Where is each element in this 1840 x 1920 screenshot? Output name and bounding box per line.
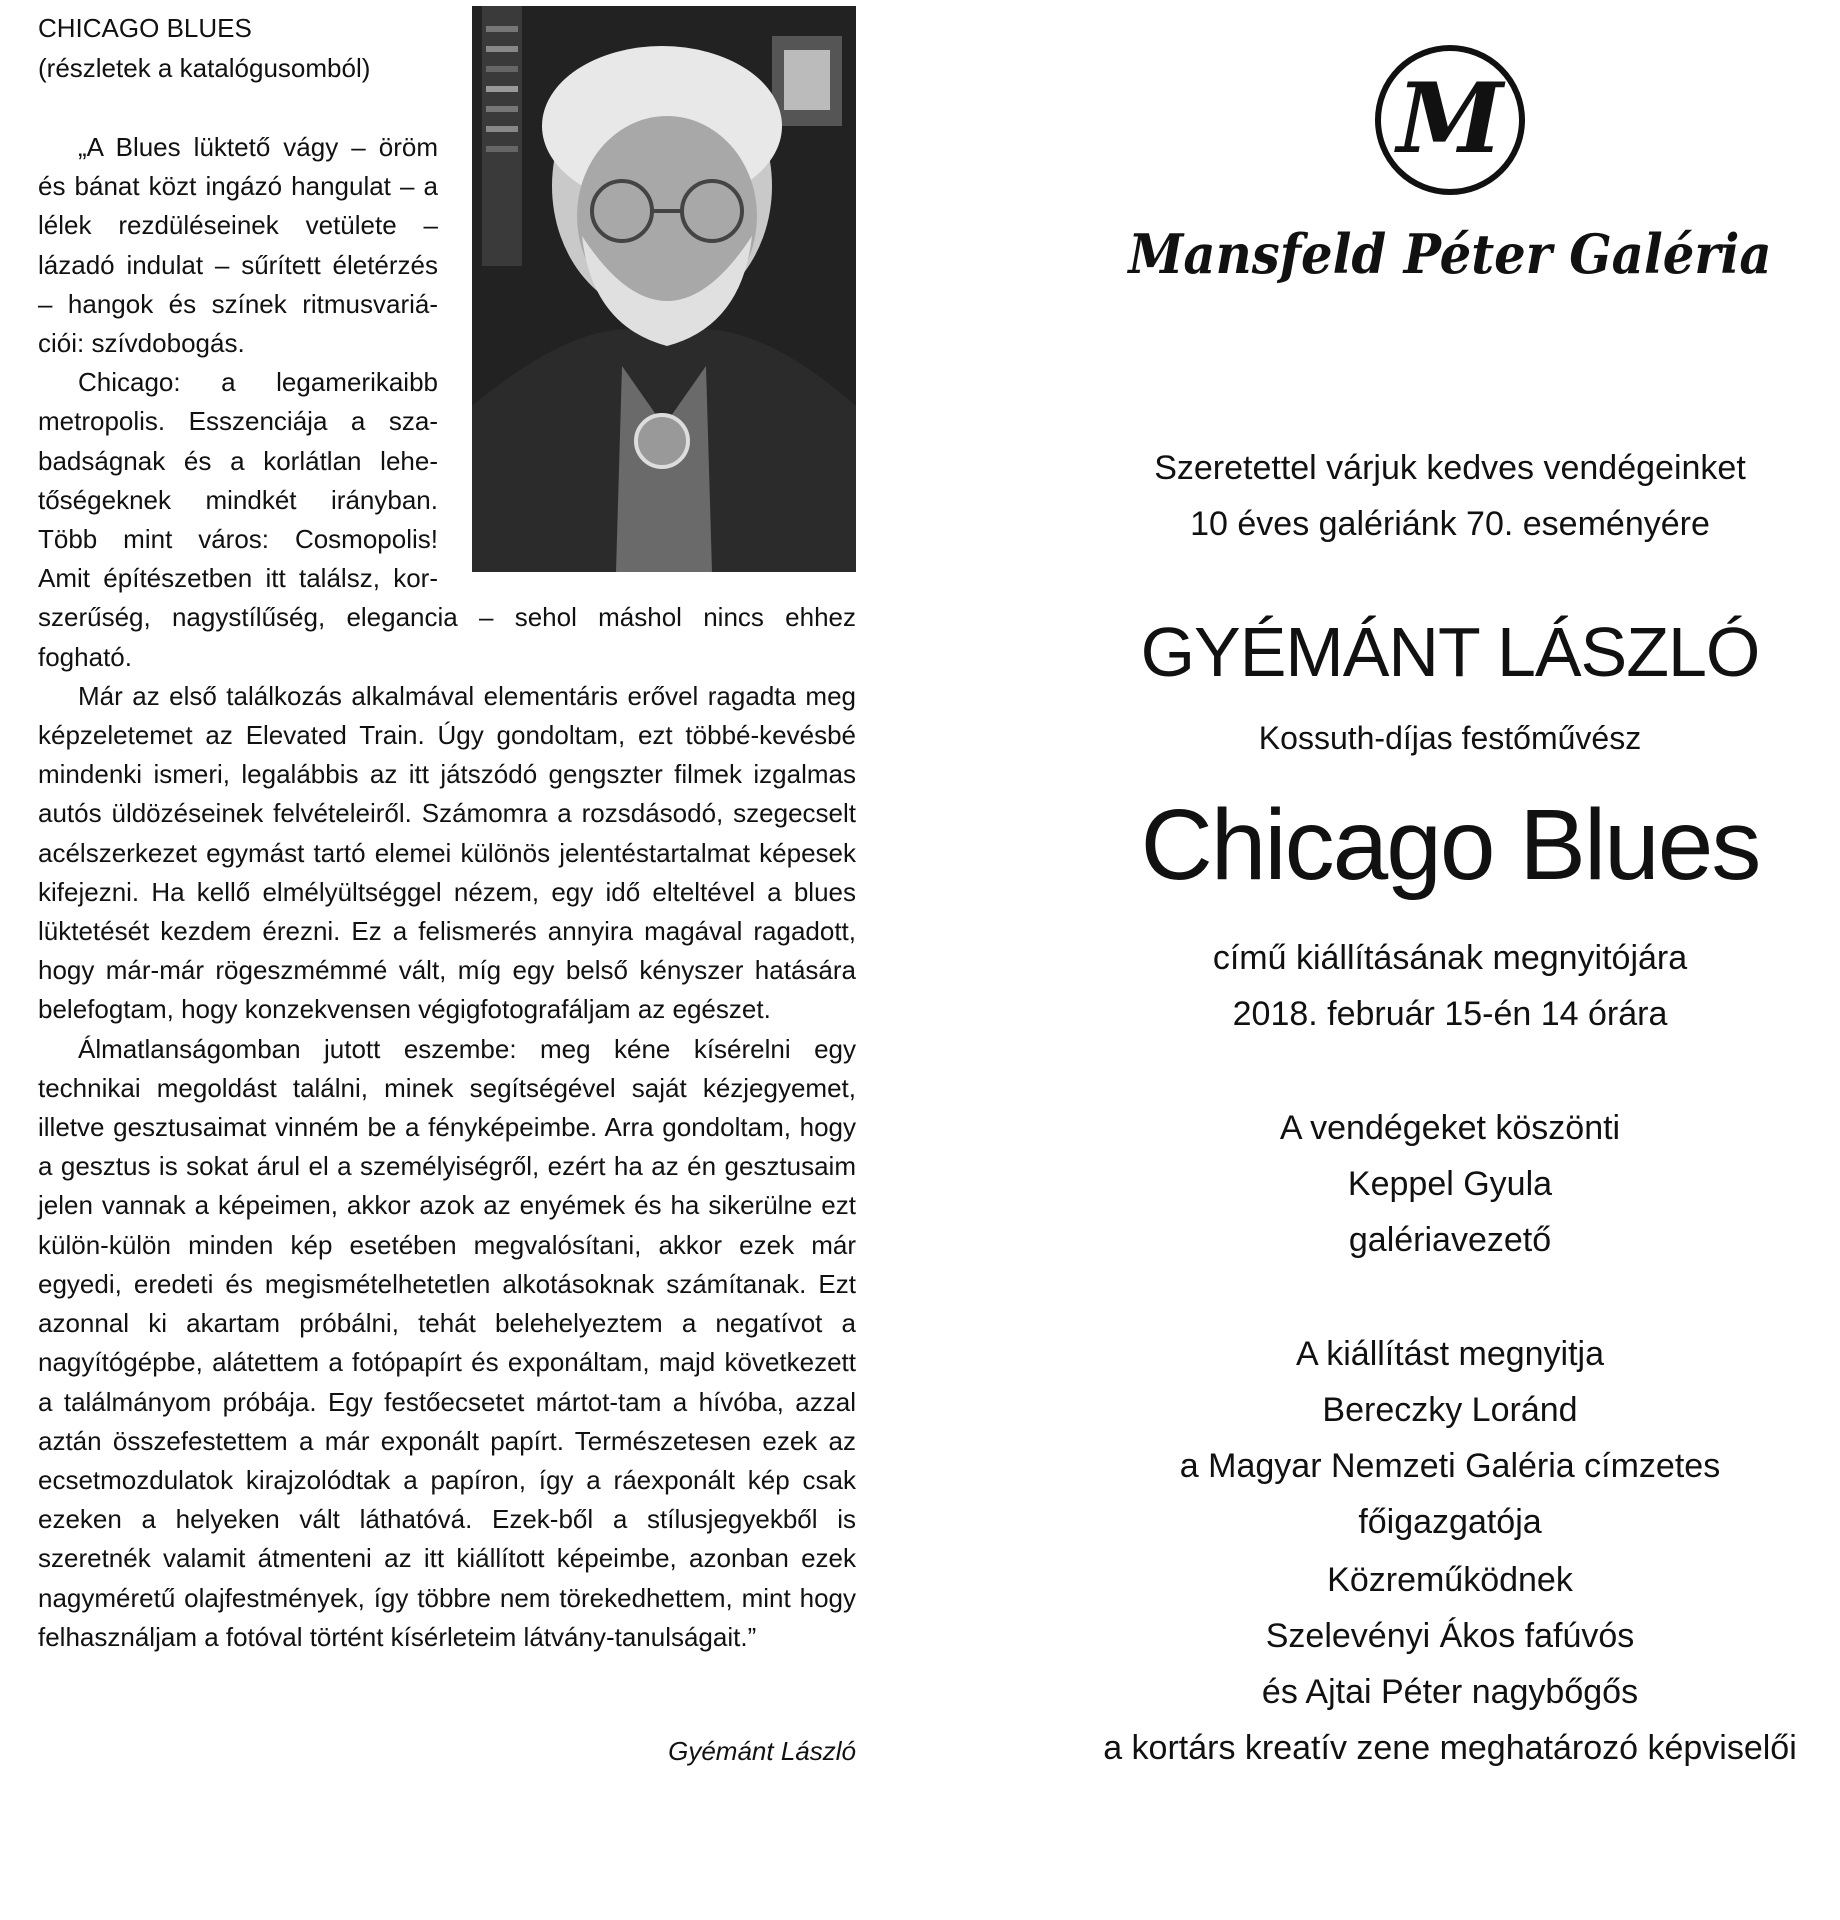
- invite-line: 10 éves galériánk 70. eseményére: [1190, 505, 1710, 543]
- gallery-name: Mansfeld Péter Galéria: [1128, 222, 1772, 286]
- invite-text: [1100, 440, 1800, 552]
- artist-award: Kossuth-díjas festőművész: [1258, 720, 1642, 756]
- excerpt-subtitle: (részletek a katalógusomból): [38, 53, 371, 83]
- monogram-letter: M: [1396, 62, 1504, 175]
- portrait-spacer: [438, 128, 856, 576]
- greeting-line: A vendégeket köszönti: [1279, 1109, 1621, 1147]
- opener-line: A kiállítást megnyitja: [1295, 1335, 1605, 1373]
- artist-last-name: LÁSZLÓ: [1496, 613, 1760, 691]
- greeting-role: galériavezető: [1348, 1221, 1552, 1259]
- paragraph: Chicago: a legamerikaibb metropolis. Esszenciája a sza-badságnak és a korlátlan lehe-tőségeknek mindkét irányban. Több mint város: Cosmopolis! Amit építészetben itt találsz, kor-szerűség, nagystílűség, elegancia – sehol máshol nincs ehhez fogható.: [38, 367, 856, 672]
- opening-date: 2018. február 15-én 14 órára: [1232, 995, 1668, 1033]
- invitation-column: [1100, 0, 1800, 1920]
- opening-line: című kiállításának megnyitójára: [1212, 939, 1688, 977]
- excerpt-header: [38, 8, 370, 88]
- paragraph: „A Blues lüktető vágy – öröm és bánat közt ingázó hangulat – a lélek rezdüléseinek vetülete – lázadó indulat – sűrített életérzés – hangok és színek ritmusvariá-ciói: szívdobogás.: [38, 132, 438, 359]
- artist-first-name: GYÉMÁNT: [1140, 613, 1479, 691]
- excerpt-title: CHICAGO BLUES: [38, 13, 252, 43]
- performers-description: a kortárs kreatív zene meghatározó képviselői: [1103, 1729, 1797, 1767]
- exhibition-title: Chicago Blues: [1140, 789, 1760, 901]
- performers-line: Közreműködnek: [1327, 1561, 1573, 1599]
- gallery-logo: [1100, 40, 1800, 200]
- opener-role: a Magyar Nemzeti Galéria címzetes főigazgatója: [1179, 1447, 1721, 1541]
- paragraph: Már az első találkozás alkalmával elementáris erővel ragadta meg képzeletemet az Elevated Train. Úgy gondoltam, ezt többé-kevésbé mindenki ismeri, legalábbis az itt játszódó gengszter filmek izgalmas autós üldözéseinek felvételeiről. Számomra a rozsdásodó, szegecselt acélszerkezet egymást tartó elemei különös jelentéstartalmat képesek kifejezni. Ha kellő elmélyültséggel nézem, egy idő elteltével a blues lüktetését kezdem érezni. Ez a felismerés annyira magával ragadott, hogy már-már rögeszmémmé vált, míg egy belső kényszer hatására belefogtam, hogy konzekvensen végigfotografáljam az egészet.: [38, 680, 856, 1025]
- greeting-block: [1100, 1100, 1800, 1268]
- catalog-excerpt-column: [38, 0, 856, 1920]
- opening-info: [1100, 930, 1800, 1042]
- artist-name: [1100, 612, 1800, 692]
- performer: Szelevényi Ákos fafúvós: [1265, 1617, 1635, 1655]
- performer: és Ajtai Péter nagybőgős: [1261, 1673, 1639, 1711]
- greeting-person: Keppel Gyula: [1347, 1165, 1553, 1203]
- author-signature: Gyémánt László: [668, 1736, 856, 1766]
- invite-line: Szeretettel várjuk kedves vendégeinket: [1154, 449, 1746, 487]
- paragraph: Álmatlanságomban jutott eszembe: meg kéne kísérelni egy technikai megoldást találni, minek segítségével saját kézjegyemet, illetve gesztusaimat vinném be a fényképeimbe. Arra gondoltam, hogy a gesztus is sokat árul el a személyiségről, ezért ha az én gesztusaim jelen vannak a képeimen, akkor azok az enyémek és ha sikerülne ezt külön-külön minden kép esetében megvalósítani, akkor ezek már egyedi, eredeti és megismételhetetlen alkotásoknak számítanak. Ezt azonnal ki akartam próbálni, tehát belehelyeztem a negatívot a nagyítógépbe, alátettem a fotópapírt és exponáltam, majd következett a találmányom próbája. Egy festőecsetet mártot-tam a hívóba, azzal aztán összefestettem a már exponált papírt. Természetesen ezek az ecsetmozdulatok kirajzolódtak a papíron, így a ráexponált kép csak ezeken a helyeken vált láthatóvá. Ezek-ből a stílusjegyekből is szeretnék valamit átmenteni az itt kiállított képeimbe, azonban ezek nagyméretű olajfestmények, így többre nem törekedhettem, mint hogy felhasználjam a fotóval történt kísérleteim látvány-tanulságait.”: [38, 1033, 856, 1652]
- performers-block: [1100, 1552, 1800, 1776]
- opener-person: Bereczky Loránd: [1322, 1391, 1578, 1429]
- opener-block: [1100, 1326, 1800, 1550]
- gallery-monogram-icon: [1370, 40, 1530, 200]
- excerpt-body: [38, 128, 856, 1657]
